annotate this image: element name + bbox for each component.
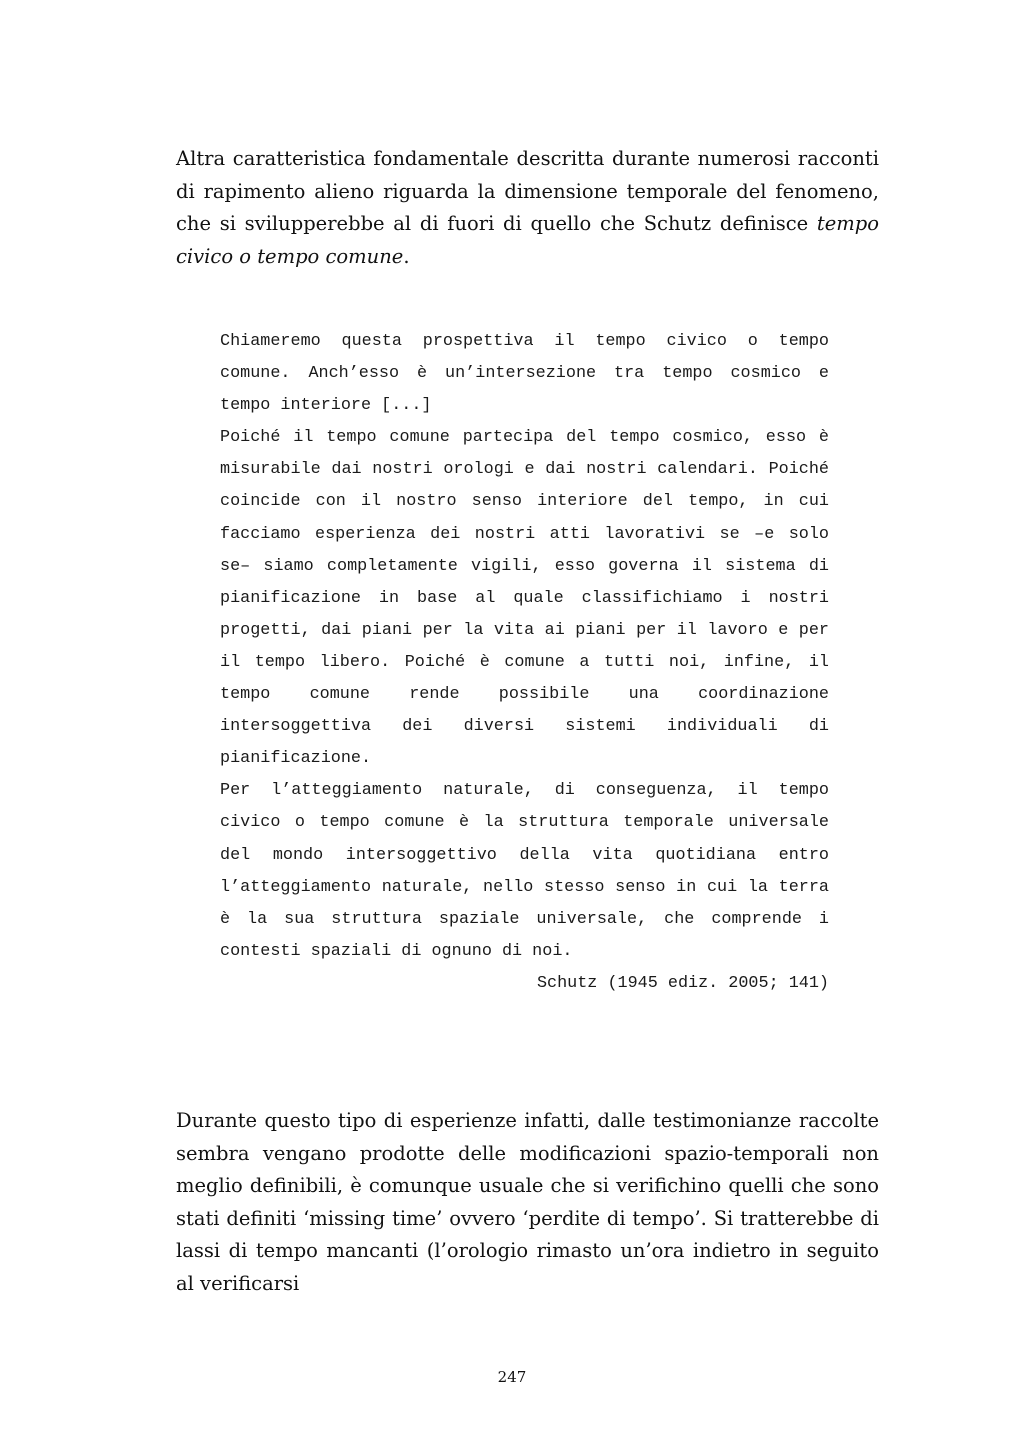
page-number: 247: [497, 1368, 527, 1386]
paragraph-1-end: .: [403, 244, 410, 268]
paragraph-1-italic-term: tempo civico o tempo comune: [176, 212, 879, 268]
paragraph-1-text: Altra caratteristica fondamentale descritta durante numerosi racconti di rapimento alieno riguarda la dimensione temporale del fenomeno, che si svilupperebbe al di fuori di quello che Schutz definisce: [176, 147, 879, 235]
block-quote: [220, 326, 829, 1000]
quote-paragraph-1: Chiameremo questa prospettiva il tempo civico o tempo comune. Anch’esso è un’intersezione tra tempo cosmico e tempo interiore [...]: [220, 332, 829, 416]
quote-paragraph-2: Poiché il tempo comune partecipa del tempo cosmico, esso è misurabile dai nostri orologi e dai nostri calendari. Poiché coincide con il nostro senso interiore del tempo, in cui facciamo esperienza dei nostri atti lavorativi se –e solo se– siamo completamente vigili, esso governa il sistema di pianificazione in base al quale classifichiamo i nostri progetti, dai piani per la vita ai piani per il lavoro e per il tempo libero. Poiché è comune a tutti noi, infine, il tempo comune rende possibile una coordinazione intersoggettiva dei diversi sistemi individuali di pianificazione.: [220, 428, 829, 769]
quote-paragraph-3: Per l’atteggiamento naturale, di conseguenza, il tempo civico o tempo comune è la struttura temporale universale del mondo intersoggettivo della vita quotidiana entro l’atteggiamento naturale, nello stesso senso in cui la terra è la sua struttura spaziale universale, che comprende i contesti spaziali di ognuno di noi.: [220, 781, 829, 961]
quote-citation: Schutz (1945 ediz. 2005; 141): [536, 973, 829, 993]
body-paragraph-2: Durante questo tipo di esperienze infatti, dalle testimonianze raccolte sembra vengano prodotte delle modificazioni spazio-temporali non meglio definibili, è comunque usuale che si verifichino quelli che sono stati definiti ‘missing time’ ovvero ‘perdite di tempo’. Si tratterebbe di lassi di tempo mancanti (l’orologio rimasto un’ora indietro in seguito al verificarsi: [176, 1109, 879, 1295]
body-paragraph-1: [176, 143, 879, 273]
